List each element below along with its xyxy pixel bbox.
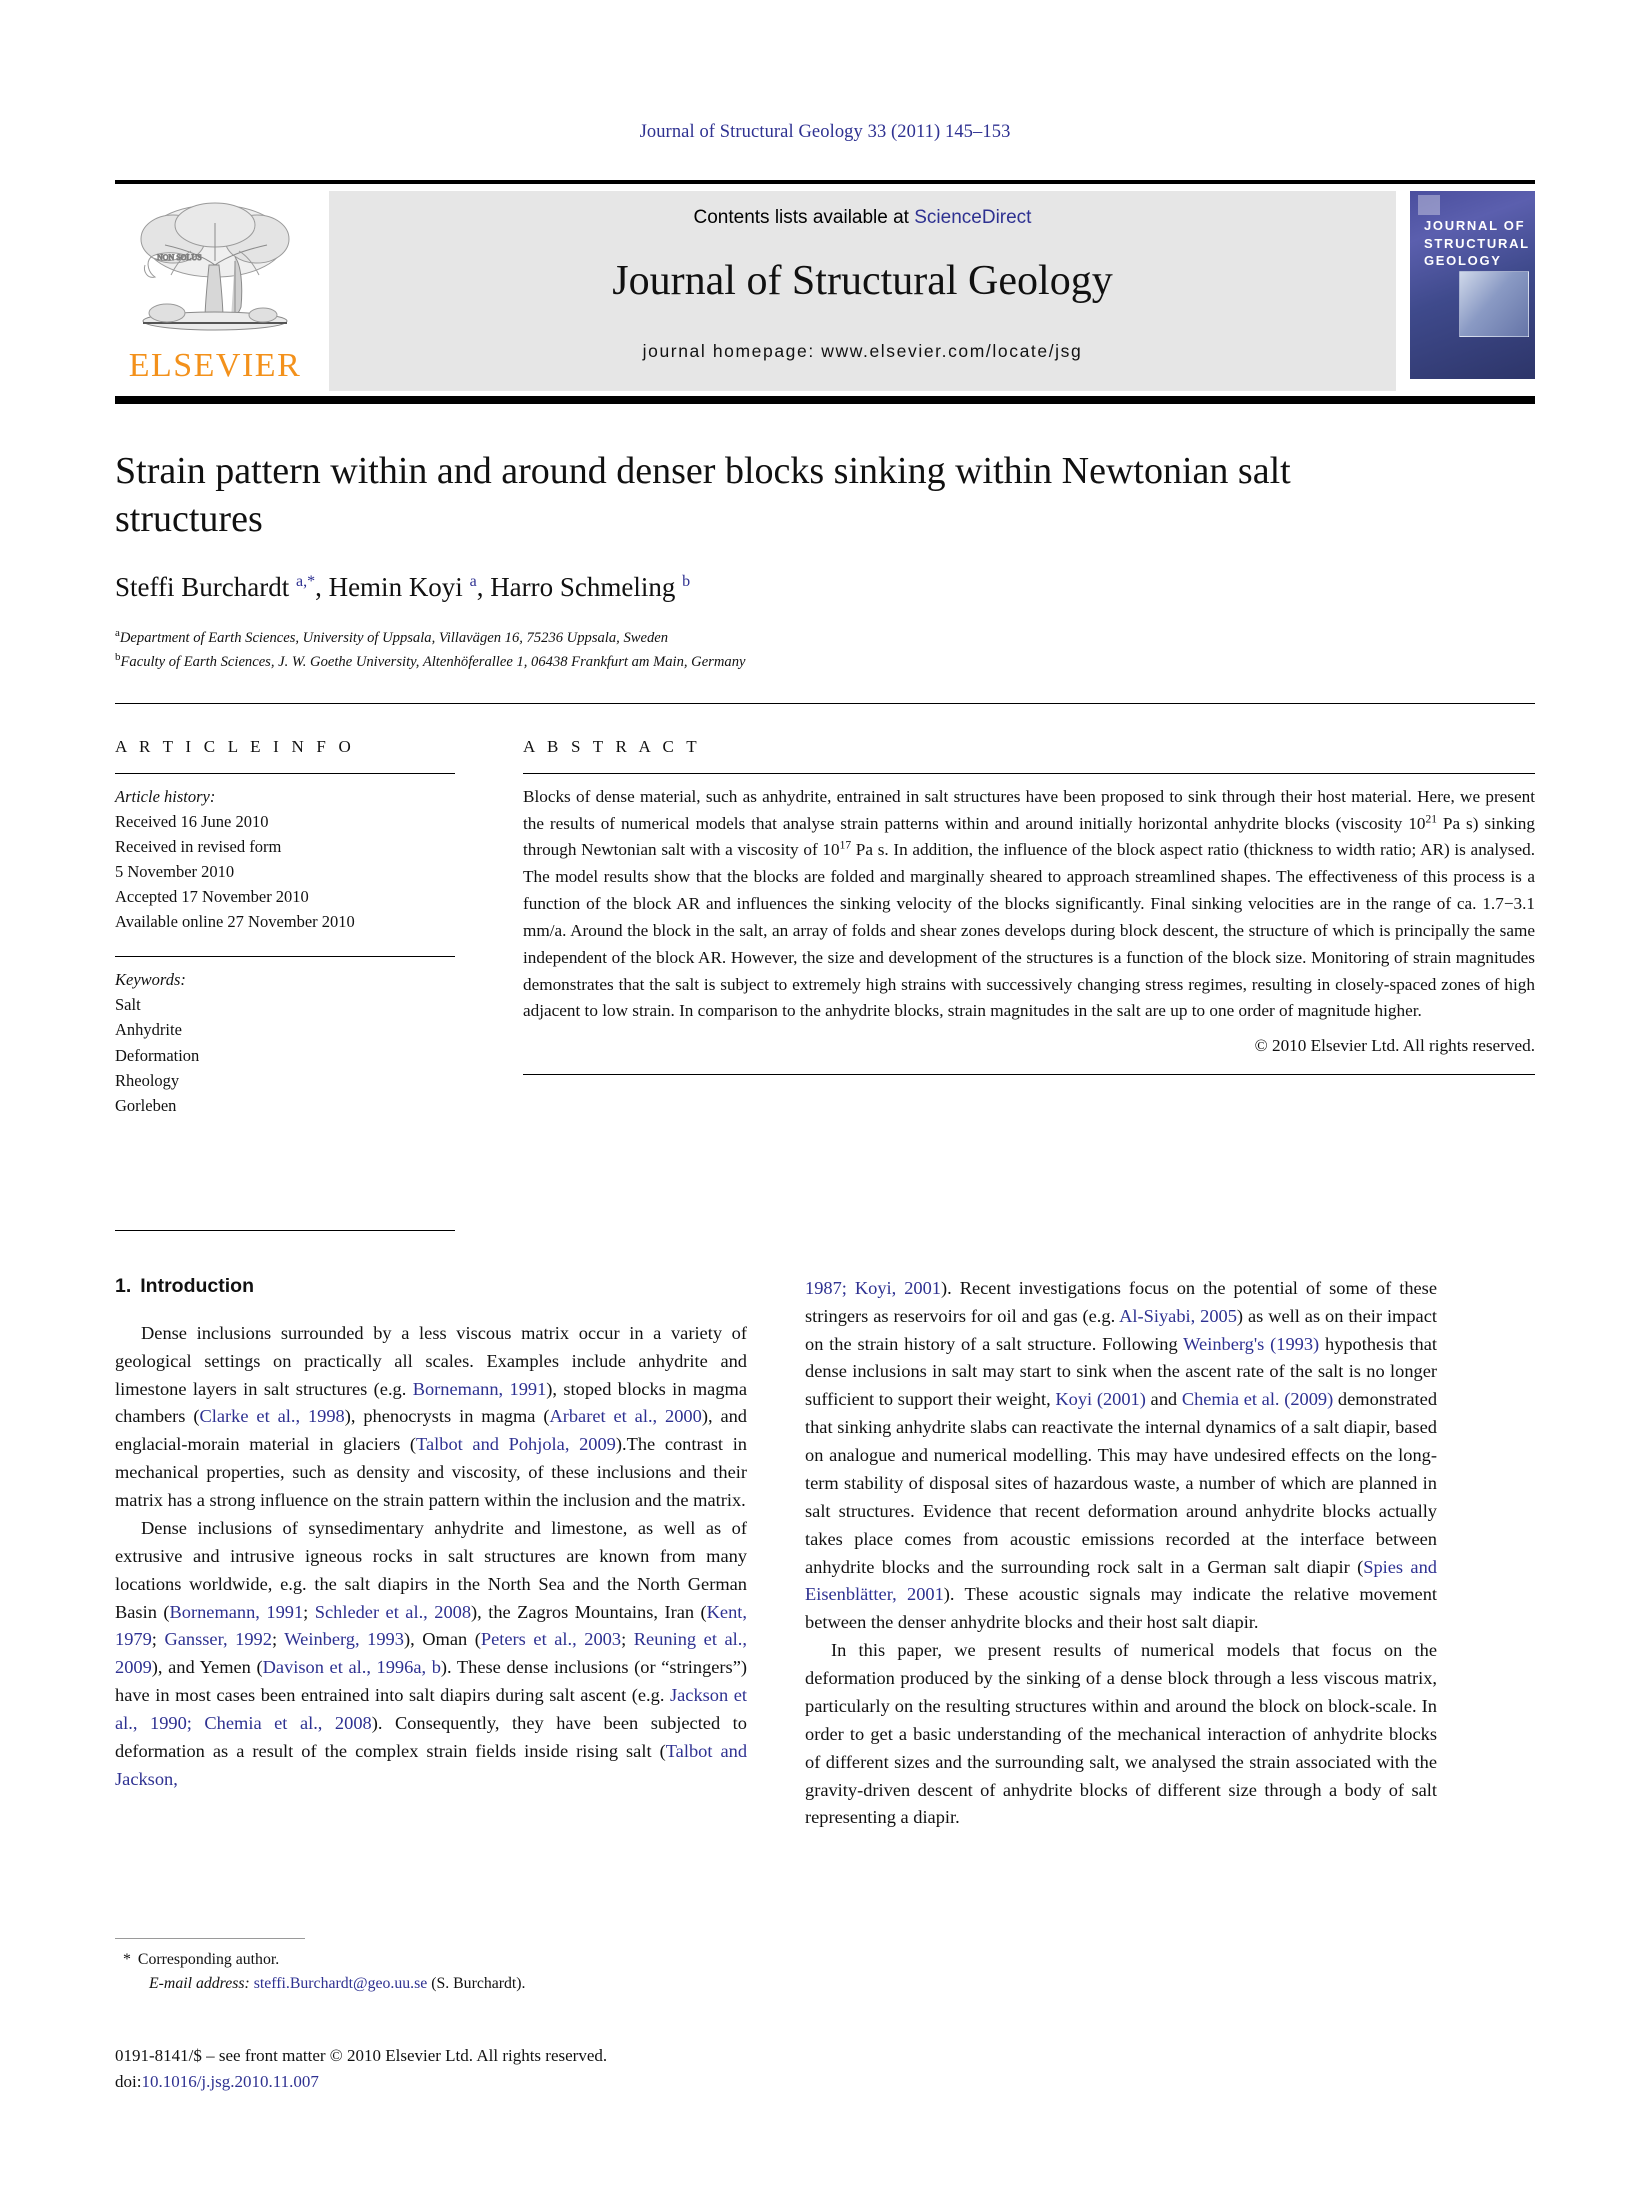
cover-title-line-3: GEOLOGY — [1424, 253, 1502, 269]
corresponding-author-note — [115, 1948, 747, 1972]
article-info-column — [115, 737, 455, 1231]
affiliation-b-text: Faculty of Earth Sciences, J. W. Goethe University, Altenhöferallee 1, 06438 Frankfurt am Main, Germany — [120, 653, 746, 670]
keywords-block — [115, 967, 455, 1117]
doi-label: doi: — [115, 2071, 142, 2091]
footnote-rule — [115, 1938, 305, 1939]
masthead-top-rule — [115, 180, 1535, 184]
history-item: Received in revised form — [115, 836, 282, 856]
cover-inset-image — [1459, 271, 1529, 337]
keywords-label: Keywords: — [115, 970, 186, 990]
paragraph-right-2: In this paper, we present results of numerical models that focus on the deformation produced by the sinking of a dense block through a less viscous matrix, particularly on the resulting structures within and around the block on block-scale. In order to get a basic understanding of the mechanical interaction of anhydrite blocks of different sizes and the surrounding salt, we analysed the strain associated with the gravity-driven descent of anhydrite blocks of different size through a body of salt representing a diapir. — [805, 1640, 1437, 1828]
abstract-copyright: © 2010 Elsevier Ltd. All rights reserved. — [1254, 1036, 1535, 1056]
doi-line — [115, 2069, 875, 2095]
elsevier-wordmark: ELSEVIER — [128, 347, 302, 384]
contents-lists-prefix: Contents lists available at — [693, 207, 915, 228]
keyword-item: Rheology — [115, 1070, 180, 1090]
elsevier-logo — [115, 191, 315, 391]
email-note — [115, 1972, 747, 1996]
svg-text:NON SOLUS: NON SOLUS — [157, 253, 202, 262]
doi-link[interactable]: 10.1016/j.jsg.2010.11.007 — [141, 2071, 319, 2091]
abstract-end-rule — [523, 1074, 1535, 1075]
journal-cover-thumbnail — [1410, 191, 1535, 391]
issn-line: 0191-8141/$ – see front matter © 2010 Elsevier Ltd. All rights reserved. — [115, 2046, 608, 2065]
affiliation-mark-a: a — [115, 626, 120, 639]
body-column-left — [115, 1275, 747, 1833]
body-columns — [115, 1275, 1535, 1833]
cover-title-line-2: STRUCTURAL — [1424, 235, 1530, 251]
footnote-area — [115, 1938, 747, 1995]
frontmatter-block — [115, 2043, 875, 2094]
history-item: Accepted 17 November 2010 — [115, 887, 309, 907]
cover-title-line-1: JOURNAL OF — [1424, 218, 1526, 233]
affiliation-b — [115, 649, 1535, 673]
keyword-item: Salt — [115, 995, 141, 1015]
article-history-label: Article history: — [115, 786, 216, 806]
section-title-text: Introduction — [140, 1274, 254, 1297]
abstract-rule — [523, 773, 1535, 774]
keyword-item: Gorleben — [115, 1095, 177, 1115]
body-column-right — [805, 1275, 1437, 1833]
affiliation-a — [115, 625, 1535, 649]
email-label: E-mail address: — [149, 1974, 250, 1992]
article-info-heading: A R T I C L E I N F O — [115, 736, 355, 756]
affiliation-list — [115, 625, 1535, 673]
section-number: 1. — [115, 1274, 132, 1297]
section-heading-introduction — [115, 1275, 747, 1298]
running-head: Journal of Structural Geology 33 (2011) 145–153 — [639, 122, 1011, 142]
article-info-rule — [115, 773, 455, 774]
abstract-text: Blocks of dense material, such as anhydrite, entrained in salt structures have been proposed to sink through their host material. Here, we present the results of numerical models that analyse strain patterns within and around initially horizontal anhydrite blocks (viscosity $10^{21}$ Pa s) sinking through Newtonian salt with a viscosity of $10^{17}$ Pa s. In addition, the influence of the block aspect ratio (thickness to width ratio; AR) is analysed. The model results show that the blocks are folded and marginally sheared to approach streamlined shapes. The effectiveness of this process is a function of the block AR and influences the sinking velocity of the blocks significantly. Final sinking velocities are in the range of ca. 1.7−3.1 mm/a. Around the block in the salt, an array of folds and shear zones develops during block descent, the structure of which is principally the same independent of the block AR. However, the size and development of the structures is a function of the block size. Monitoring of strain magnitudes demonstrates that the salt is subject to extremely high strains with successively changing stress regimes, resulting in closely-spaced zones of high adjacent to low strain. In comparison to the anhydrite blocks, strain magnitudes in the salt are up to one order of magnitude higher. — [523, 786, 1535, 1021]
keyword-item: Deformation — [115, 1045, 200, 1065]
masthead-bottom-rule — [115, 396, 1535, 404]
info-abstract-row — [115, 737, 1535, 1231]
history-item: Received 16 June 2010 — [115, 811, 269, 831]
affiliation-a-text: Department of Earth Sciences, University of Uppsala, Villavägen 16, 75236 Uppsala, Sweden — [119, 629, 669, 646]
paragraph-left-1: Dense inclusions surrounded by a less viscous matrix occur in a variety of geological settings on practically all scales. Examples include anhydrite and limestone layers in salt structures (e.g. Bornemann, 1991), stoped blocks in magma chambers (Clarke et al., 1998), phenocrysts in magma (Arbaret et al., 2000), and englacial-morain material in glaciers (Talbot and Pohjola, 2009).The contrast in mechanical properties, such as density and viscosity, of these inclusions and their matrix has a strong influence on the strain pattern within the inclusion and the matrix. — [115, 1322, 747, 1510]
affiliation-mark-b: b — [115, 650, 121, 663]
keyword-item: Anhydrite — [115, 1020, 182, 1040]
contents-lists-line — [329, 207, 1396, 229]
paragraph-left-2: Dense inclusions of synsedimentary anhydrite and limestone, as well as of extrusive and intrusive igneous rocks in salt structures are known from many locations worldwide, e.g. the salt diapirs in the North Sea and the North German Basin (Bornemann, 1991; Schleder et al., 2008), the Zagros Mountains, Iran (Kent, 1979; Gansser, 1992; Weinberg, 1993), Oman (Peters et al., 2003; Reuning et al., 2009), and Yemen (Davison et al., 1996a, b). These dense inclusions (or “stringers”) have in most cases been entrained into salt diapirs during salt ascent (e.g. Jackson et al., 1990; Chemia et al., 2008). Consequently, they have been subjected to deformation as a result of the complex strain fields inside rising salt (Talbot and Jackson, — [115, 1517, 748, 1789]
email-suffix: (S. Burchardt). — [431, 1974, 526, 1992]
paragraph-right-1: 1987; Koyi, 2001). Recent investigations focus on the potential of some of these stringers as reservoirs for oil and gas (e.g. Al-Siyabi, 2005) as well as on their impact on the strain history of a salt structure. Following Weinberg's (1993) hypothesis that dense inclusions in salt may start to sink when the ascent rate of the salt is no longer sufficient to support their weight, Koyi (2001) and Chemia et al. (2009) demonstrated that sinking anhydrite slabs can reactivate the internal dynamics of a salt diapir, based on analogue and numerical modelling. This may have undesired effects on the long-term stability of disposal sites of hazardous waste, a number of which are planned in salt structures. Evidence that recent deformation around anhydrite blocks actually takes place comes from acoustic emissions recorded at the interface between anhydrite blocks and the surrounding rock salt in a German salt diapir (Spies and Eisenblätter, 2001). These acoustic signals may indicate the relative movement between the denser anhydrite blocks and their host salt diapir. — [805, 1277, 1438, 1633]
sciencedirect-link[interactable]: ScienceDirect — [914, 207, 1032, 228]
history-item: Available online 27 November 2010 — [115, 912, 355, 932]
history-item: 5 November 2010 — [115, 862, 235, 882]
elsevier-tree-icon — [131, 195, 299, 345]
journal-homepage-link[interactable]: journal homepage: www.elsevier.com/locate/jsg — [642, 341, 1083, 361]
keywords-rule — [115, 956, 455, 957]
author-list: Steffi Burchardt $^{a,*}$, Hemin Koyi $^a$, Harro Schmeling $^b$ — [115, 571, 691, 602]
corresponding-author-star: * — [123, 1951, 131, 1968]
journal-masthead — [115, 180, 1535, 390]
title-abstract-divider — [115, 703, 1535, 704]
article-history — [115, 784, 455, 934]
page-title: Strain pattern within and around denser blocks sinking within Newtonian salt structures — [115, 450, 1291, 540]
title-block — [115, 448, 1535, 673]
journal-banner — [329, 191, 1396, 391]
cover-elsevier-mark-icon — [1418, 195, 1440, 215]
corresponding-author-text: Corresponding author. — [137, 1951, 280, 1968]
cover-title — [1424, 217, 1530, 270]
abstract-column — [523, 737, 1535, 1231]
abstract-heading: A B S T R A C T — [523, 736, 701, 756]
journal-title: Journal of Structural Geology — [612, 258, 1113, 304]
article-info-end-rule — [115, 1230, 455, 1231]
email-link[interactable]: steffi.Burchardt@geo.uu.se — [253, 1974, 428, 1992]
